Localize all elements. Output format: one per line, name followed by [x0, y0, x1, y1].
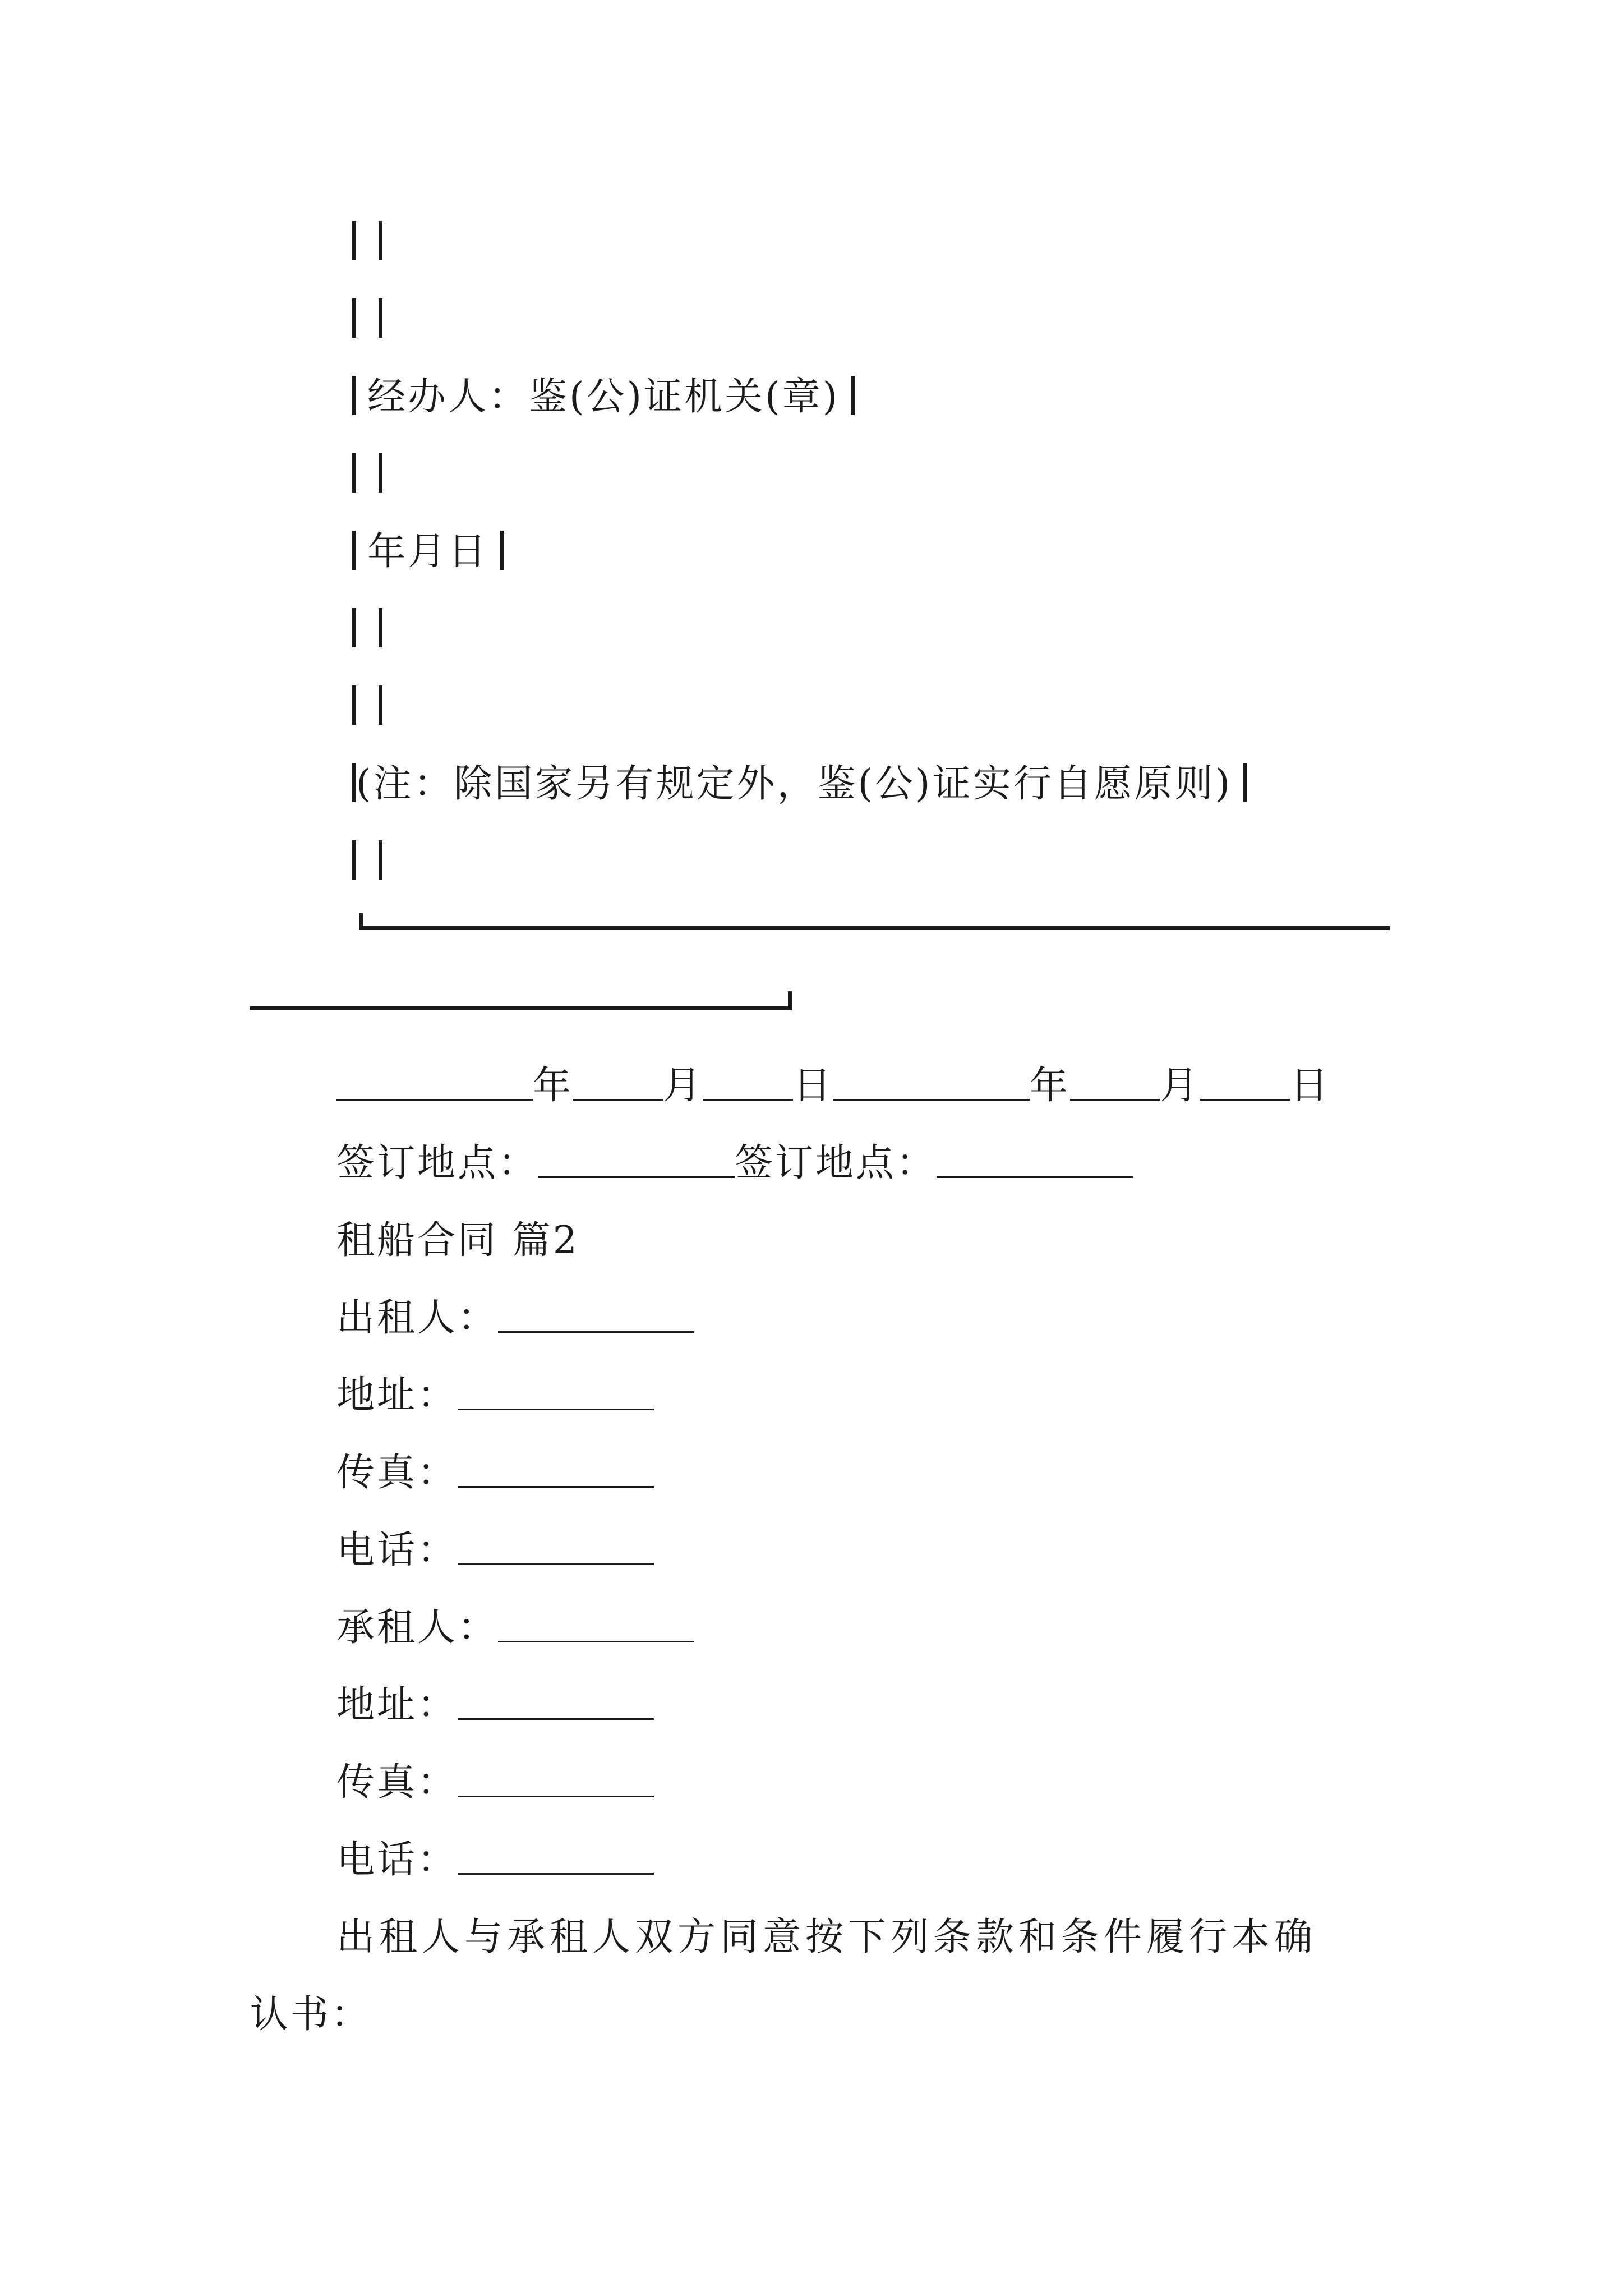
place-label: 签订地点： — [336, 1141, 539, 1185]
box-bottom-border — [359, 926, 1390, 930]
box-bottom-right-corner — [788, 991, 792, 1010]
address-label: 地址： — [336, 1683, 458, 1727]
fax-label: 传真： — [336, 1451, 458, 1495]
address-label: 地址： — [336, 1373, 458, 1418]
lessor-row — [336, 1296, 694, 1341]
day-blank[interactable] — [703, 1064, 793, 1101]
box-left-border — [352, 376, 356, 415]
box-left-border — [352, 531, 356, 570]
month-blank[interactable] — [573, 1064, 663, 1101]
lessor-address-row — [336, 1373, 654, 1418]
year-blank[interactable] — [336, 1064, 533, 1101]
lessee-phone-row — [336, 1838, 654, 1883]
lessee-blank[interactable] — [498, 1606, 694, 1642]
box-row-empty — [352, 607, 382, 652]
lessor-fax-row — [336, 1451, 654, 1496]
box-row-empty — [352, 839, 382, 884]
box-row-empty — [352, 452, 382, 497]
box-left-border — [352, 763, 356, 802]
box-note: (注：除国家另有规定外，鉴(公)证实行自愿原则) — [356, 762, 1233, 806]
box-right-border — [1243, 763, 1247, 802]
box-right-border — [500, 531, 504, 570]
phone-blank[interactable] — [458, 1838, 654, 1875]
year-label: 年 — [1030, 1064, 1071, 1108]
box-left-border — [352, 840, 356, 880]
fax-blank[interactable] — [458, 1761, 654, 1797]
place-blank[interactable] — [937, 1142, 1133, 1178]
month-label: 月 — [663, 1064, 704, 1108]
box-row-empty — [352, 220, 382, 265]
address-blank[interactable] — [458, 1374, 654, 1410]
month-blank[interactable] — [1070, 1064, 1160, 1101]
box-row-empty — [352, 684, 382, 729]
phone-label: 电话： — [336, 1838, 458, 1882]
lessee-address-row — [336, 1683, 654, 1728]
lessor-label: 出租人： — [336, 1296, 499, 1340]
agreement-paragraph-line1: 出租人与承租人双方同意按下列条款和条件履行本确 — [336, 1915, 1317, 1959]
year-label: 年 — [533, 1064, 574, 1108]
box-right-border — [379, 840, 382, 880]
lessor-blank[interactable] — [498, 1296, 694, 1333]
address-blank[interactable] — [458, 1683, 654, 1720]
day-blank[interactable] — [1200, 1064, 1290, 1101]
box-right-border — [379, 453, 382, 493]
box-row-empty — [352, 297, 382, 342]
lessee-row — [336, 1605, 694, 1650]
box-left-border — [352, 221, 356, 260]
box-right-border — [851, 376, 855, 415]
box-right-border — [379, 685, 382, 725]
contract-heading: 租船合同 篇2 — [336, 1218, 579, 1263]
box-row-handler — [352, 375, 855, 420]
handler-label: 经办人：鉴(公)证机关(章) — [367, 375, 840, 419]
box-right-border — [379, 221, 382, 260]
box-left-border — [352, 608, 356, 647]
box-right-border — [379, 608, 382, 647]
phone-label: 电话： — [336, 1528, 458, 1572]
box-left-border — [352, 298, 356, 338]
box-date-label: 年月日 — [367, 530, 489, 574]
box-row-date — [352, 530, 504, 574]
signing-dates — [336, 1064, 1330, 1108]
box-left-border — [352, 685, 356, 725]
fax-blank[interactable] — [458, 1451, 654, 1488]
day-label: 日 — [793, 1064, 834, 1108]
box-row-note — [352, 762, 1247, 807]
month-label: 月 — [1160, 1064, 1201, 1108]
year-blank[interactable] — [833, 1064, 1030, 1101]
phone-blank[interactable] — [458, 1529, 654, 1565]
lessor-phone-row — [336, 1528, 654, 1573]
lessee-fax-row — [336, 1760, 654, 1805]
lessee-label: 承租人： — [336, 1605, 499, 1650]
agreement-paragraph-line2: 认书： — [250, 1993, 372, 2037]
place-blank[interactable] — [538, 1142, 735, 1178]
box-left-border — [352, 453, 356, 493]
box-right-border — [379, 298, 382, 338]
place-label: 签订地点： — [735, 1141, 937, 1185]
fax-label: 传真： — [336, 1760, 458, 1805]
day-label: 日 — [1290, 1064, 1331, 1108]
box-bottom-border-wrap — [250, 1006, 792, 1010]
signing-places — [336, 1141, 1133, 1186]
